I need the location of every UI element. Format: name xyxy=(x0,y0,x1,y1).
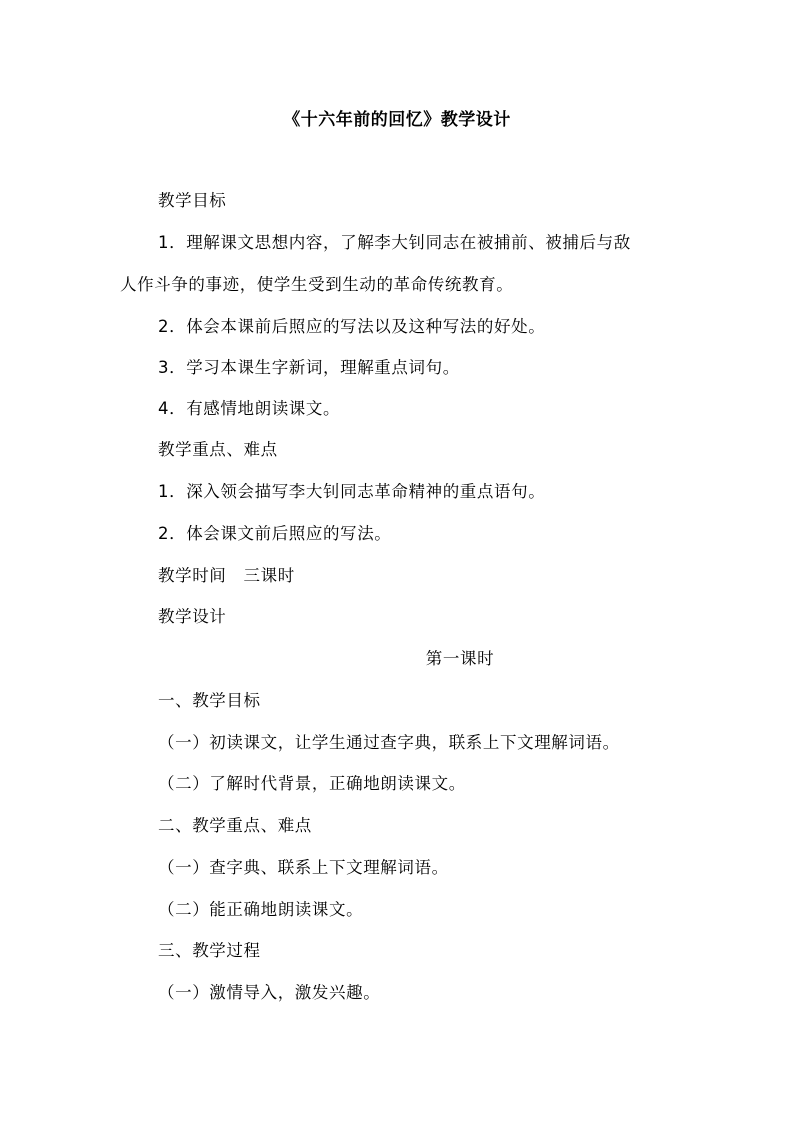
key-points-heading: 教学重点、难点 xyxy=(158,440,278,459)
section-2-heading: 二、教学重点、难点 xyxy=(158,816,312,835)
key-point-1: 1．深入领会描写李大钊同志革命精神的重点语句。 xyxy=(158,482,546,501)
section-2-item-1: （一）查字典、联系上下文理解词语。 xyxy=(158,858,449,877)
design-heading: 教学设计 xyxy=(158,607,227,626)
section-2-item-2: （二）能正确地朗读课文。 xyxy=(158,900,364,919)
goal-1-line-1: 1．理解课文思想内容，了解李大钊同志在被捕前、被捕后与敌 xyxy=(158,233,631,252)
goal-1-line-2: 人作斗争的事迹，使学生受到生动的革命传统教育。 xyxy=(120,275,514,294)
section-1-item-1: （一）初读课文，让学生通过查字典，联系上下文理解词语。 xyxy=(158,733,620,752)
section-3-heading: 三、教学过程 xyxy=(158,941,261,960)
goal-2: 2．体会本课前后照应的写法以及这种写法的好处。 xyxy=(158,317,546,336)
teaching-time: 教学时间 三课时 xyxy=(158,566,295,585)
key-point-2: 2．体会课文前后照应的写法。 xyxy=(158,524,392,543)
goal-3: 3．学习本课生字新词，理解重点词句。 xyxy=(158,358,460,377)
section-1-item-2: （二）了解时代背景，正确地朗读课文。 xyxy=(158,774,466,793)
section-1-heading: 一、教学目标 xyxy=(158,691,261,710)
lesson-title: 第一课时 xyxy=(425,649,495,668)
goal-4: 4．有感情地朗读课文。 xyxy=(158,399,341,418)
section-3-item-1: （一）激情导入，激发兴趣。 xyxy=(158,983,381,1002)
goals-heading: 教学目标 xyxy=(158,191,227,210)
document-title: 《十六年前的回忆》教学设计 xyxy=(283,110,511,130)
